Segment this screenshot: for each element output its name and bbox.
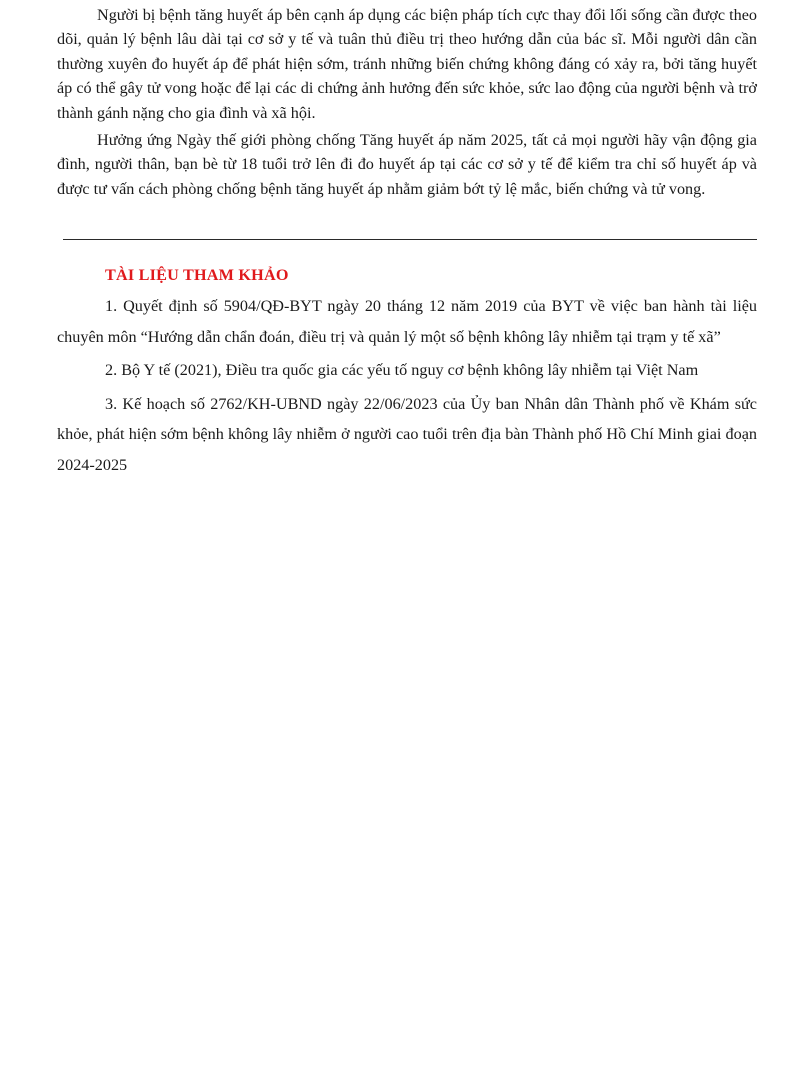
article-body: [57, 0, 757, 201]
references-section: [57, 263, 757, 480]
reference-item-1: 1. Quyết định số 5904/QĐ-BYT ngày 20 tháng 12 năm 2019 của BYT về việc ban hành tài liệu chuyên môn “Hướng dẫn chẩn đoán, điều trị và quản lý một số bệnh không lây nhiễm tại trạm y tế xã”: [57, 297, 757, 346]
reference-item-2: 2. Bộ Y tế (2021), Điều tra quốc gia các yếu tố nguy cơ bệnh không lây nhiễm tại Việt Nam: [105, 361, 699, 379]
paragraph-world-hypertension-day: Hưởng ứng Ngày thế giới phòng chống Tăng huyết áp năm 2025, tất cả mọi người hãy vận động gia đình, người thân, bạn bè từ 18 tuổi trở lên đi đo huyết áp tại các cơ sở y tế để kiểm tra chỉ số huyết áp và được tư vấn cách phòng chống bệnh tăng huyết áp nhằm giảm bớt tỷ lệ mắc, biến chứng và tử vong.: [57, 131, 757, 198]
references-heading: TÀI LIỆU THAM KHẢO: [105, 266, 289, 284]
reference-item-3: 3. Kế hoạch số 2762/KH-UBND ngày 22/06/2023 của Ủy ban Nhân dân Thành phố về Khám sức khỏe, phát hiện sớm bệnh không lây nhiễm ở người cao tuổi trên địa bàn Thành phố Hồ Chí Minh giai đoạn 2024-2025: [57, 394, 757, 474]
section-divider: [63, 239, 757, 240]
paragraph-lifestyle-management: Người bị bệnh tăng huyết áp bên cạnh áp dụng các biện pháp tích cực thay đổi lối sống cần được theo dõi, quản lý bệnh lâu dài tại cơ sở y tế và tuân thủ điều trị theo hướng dẫn của bác sĩ. Mỗi người dân cần thường xuyên đo huyết áp để phát hiện sớm, tránh những biến chứng không đáng có xảy ra, bởi tăng huyết áp có thể gây tử vong hoặc để lại các di chứng ảnh hưởng đến sức khỏe, sức lao động của người bệnh và trở thành gánh nặng cho gia đình và xã hội.: [57, 6, 757, 122]
